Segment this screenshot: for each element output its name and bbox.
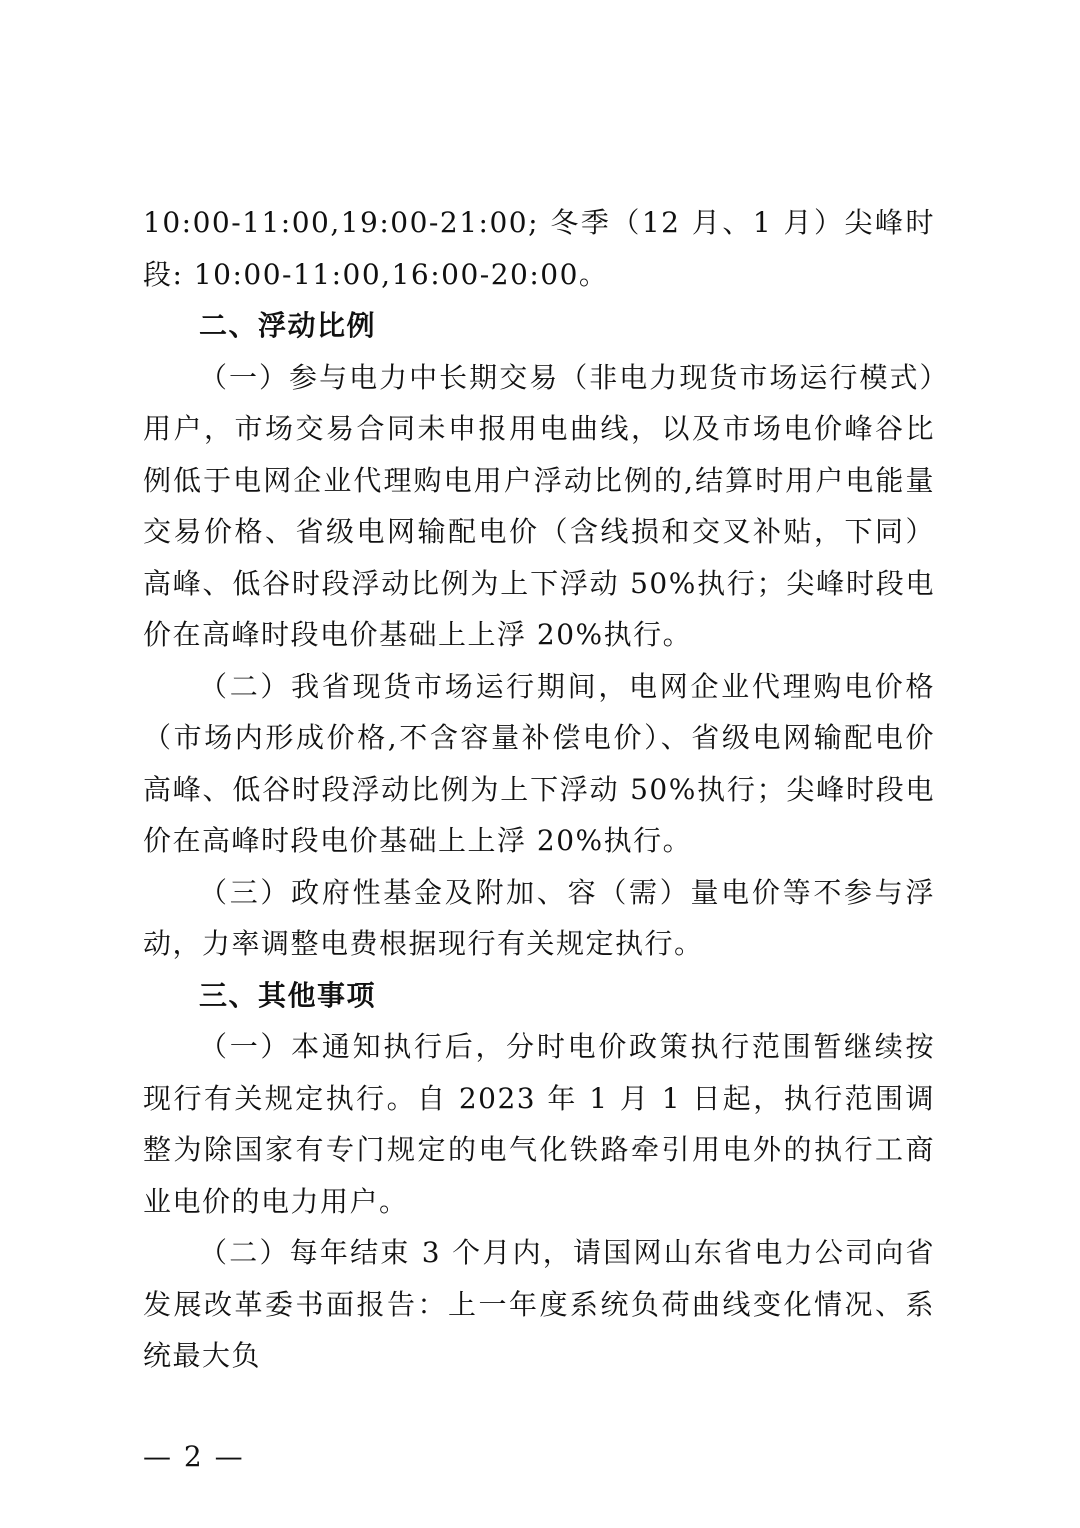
page-number: — 2 — [143,1440,245,1473]
paragraph-government-funds: （三）政府性基金及附加、容（需）量电价等不参与浮动，力率调整电费根据现行有关规定执行。 [143,875,935,960]
paragraph-mid-long-term-trading: （一）参与电力中长期交易（非电力现货市场运行模式）用户，市场交易合同未申报用电曲线，以及市场电价峰谷比例低于电网企业代理购电用户浮动比例的,结算时用户电能量交易价格、省级电网输配电价（含线损和交叉补贴，下同）高峰、低谷时段浮动比例为上下浮动 50%执行；尖峰时段电价在高峰时段电价基础上上浮 20%执行。 [143,360,935,651]
paragraph-execution-scope: （一）本通知执行后，分时电价政策执行范围暂继续按现行有关规定执行。自 2023 年 1 月 1 日起，执行范围调整为除国家有专门规定的电气化铁路牵引用电外的执行工商业电价的电力用户。 [143,1030,935,1218]
paragraph-spot-market: （二）我省现货市场运行期间，电网企业代理购电价格（市场内形成价格,不含容量补偿电价）、省级电网输配电价高峰、低谷时段浮动比例为上下浮动 50%执行；尖峰时段电价在高峰时段电价基础上上浮 20%执行。 [143,669,935,857]
paragraph-annual-report: （二）每年结束 3 个月内，请国网山东省电力公司向省发展改革委书面报告：上一年度系统负荷曲线变化情况、系统最大负 [143,1236,935,1372]
section-heading-other-matters: 三、其他事项 [199,978,377,1012]
continuation-paragraph: 10:00-11:00,19:00-21:00; 冬季（12 月、1 月）尖峰时段: 10:00-11:00,16:00-20:00。 [143,206,935,291]
section-heading-floating-ratio: 二、浮动比例 [199,309,377,342]
document-body [143,197,935,1382]
